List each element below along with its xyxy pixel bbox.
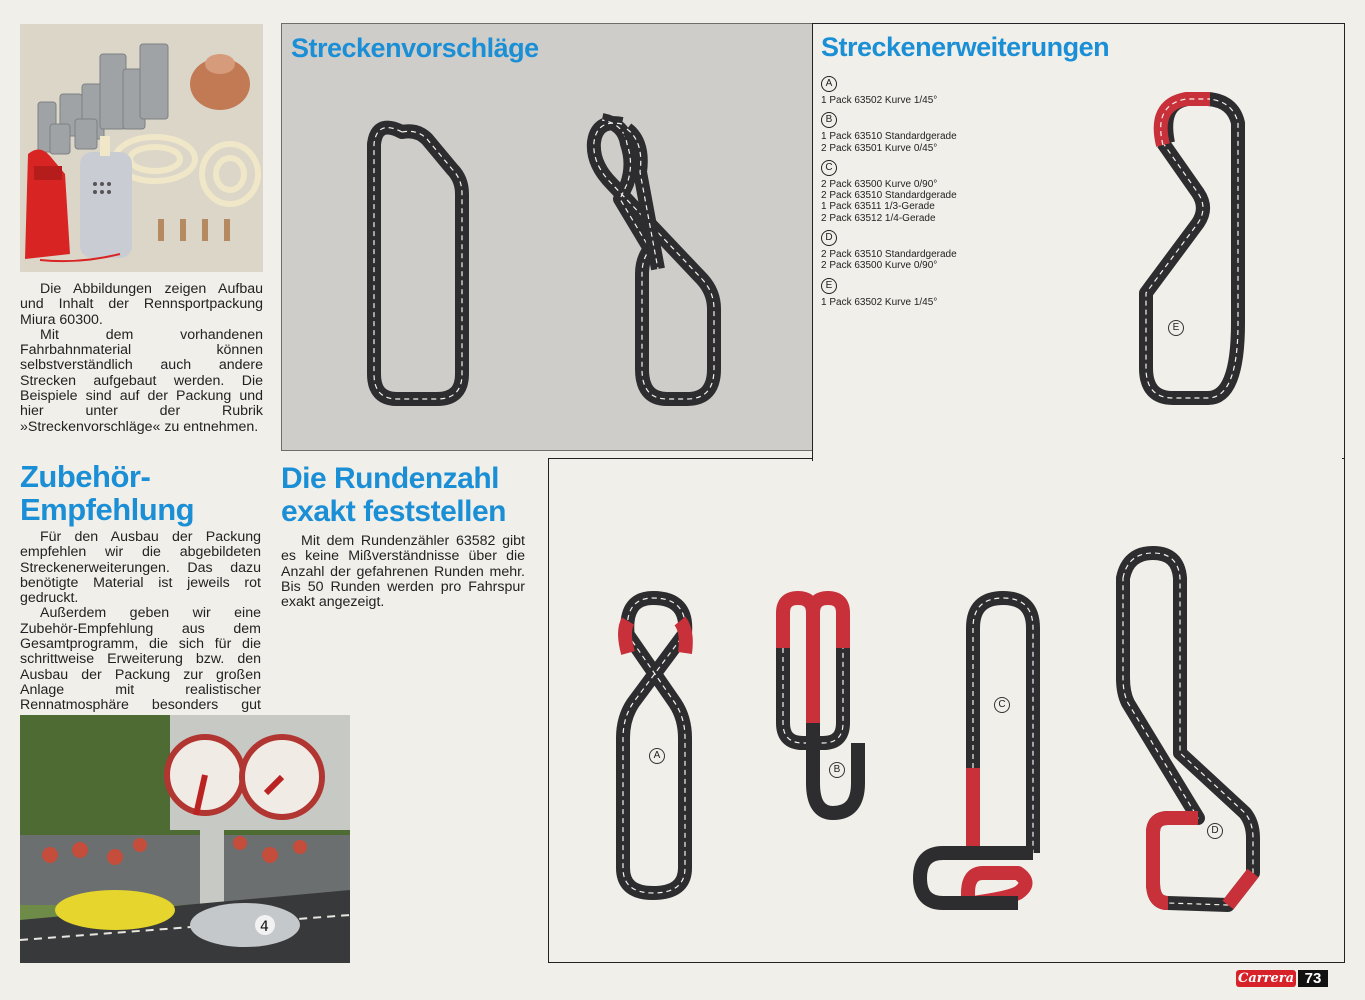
legend-letter-e: E bbox=[821, 278, 837, 294]
intro-text bbox=[20, 282, 263, 435]
laps-heading-line-2: exakt feststellen bbox=[281, 495, 506, 528]
accessories-heading bbox=[20, 460, 194, 526]
product-photo bbox=[20, 24, 263, 272]
laps-paragraph: Mit dem Rundenzähler 63582 gibt es keine Mißverständnisse über die Anzahl der gefahrenen Runden mehr. Bis 50 Runden werden pro Fahrspur exakt angezeigt. bbox=[281, 533, 525, 611]
layout-b-red bbox=[783, 598, 843, 723]
legend-letter-b: B bbox=[821, 112, 837, 128]
accessories-paragraph-2: Außerdem geben wir eine Zubehör-Empfehlung aus dem Gesamtprogramm, die sich für die schrittweise Erweiterung bzw. den Ausbau der Packung zur großen Anlage mit realistischer Rennatmosphäre besonders gut bbox=[20, 605, 261, 714]
track-label-d: D bbox=[1207, 823, 1223, 839]
layout-d-track bbox=[1123, 553, 1253, 905]
legend-line: 1 Pack 63511 1/3-Gerade bbox=[821, 201, 935, 213]
track-label-b: B bbox=[829, 762, 845, 778]
layout-d-red bbox=[1153, 818, 1253, 905]
intro-paragraph-2: Mit dem vorhandenen Fahrbahnmaterial können selbstverständlich auch andere Strecken aufgebaut werden. Die Beispiele sind auf der Packung und hier unter der Rubrik »Streckenvorschläge« zu entnehmen. bbox=[20, 326, 263, 435]
legend-letter-a: A bbox=[821, 76, 837, 92]
page-number: 73 bbox=[1298, 970, 1328, 987]
layout-a-red bbox=[625, 621, 628, 653]
svg-text:4: 4 bbox=[260, 919, 269, 935]
legend-line: 2 Pack 63500 Kurve 0/90° bbox=[821, 178, 938, 190]
legend-line: 2 Pack 63501 Kurve 0/45° bbox=[821, 142, 938, 154]
layout-c-track bbox=[973, 598, 1033, 853]
accessories-heading-line-2: Empfehlung bbox=[20, 492, 195, 527]
legend-letter-c: C bbox=[821, 160, 837, 176]
lap-counter-photo bbox=[20, 715, 350, 963]
legend-letter-d: D bbox=[821, 230, 837, 246]
accessories-heading-line-1: Zubehör- bbox=[20, 459, 151, 494]
legend-line: 2 Pack 63500 Kurve 0/90° bbox=[821, 260, 938, 272]
legend-line: 2 Pack 63510 Standardgerade bbox=[821, 190, 957, 202]
accessories-text bbox=[20, 530, 261, 729]
track-label-a: A bbox=[649, 748, 665, 764]
track-label-c: C bbox=[994, 697, 1010, 713]
laps-heading bbox=[281, 462, 506, 528]
legend-line: 1 Pack 63502 Kurve 1/45° bbox=[821, 296, 938, 308]
legend-line: 1 Pack 63502 Kurve 1/45° bbox=[821, 95, 938, 106]
layout-a-red-2 bbox=[680, 621, 686, 653]
accessories-paragraph-1: Für den Ausbau der Packung empfehlen wir die abgebildeten Streckenerweiterungen. Das dazu benötigte Material ist jeweils rot gedruckt. bbox=[20, 529, 261, 607]
layout-e-red bbox=[1161, 99, 1210, 145]
laps-text bbox=[281, 534, 525, 610]
track-label-e: E bbox=[1168, 320, 1184, 336]
legend-line: 2 Pack 63510 Standardgerade bbox=[821, 249, 957, 261]
laps-heading-line-1: Die Rundenzahl bbox=[281, 462, 500, 495]
carrera-logo: Carrera bbox=[1237, 971, 1294, 986]
suggestions-heading: Streckenvorschläge bbox=[291, 33, 539, 63]
legend-line: 2 Pack 63512 1/4-Gerade bbox=[821, 212, 936, 224]
layout-c-red bbox=[968, 768, 1026, 903]
legend-line: 1 Pack 63510 Standardgerade bbox=[821, 131, 957, 143]
extension-layouts bbox=[548, 23, 1343, 961]
intro-paragraph-1: Die Abbildungen zeigen Aufbau und Inhalt der Rennsportpackung Miura 60300. bbox=[20, 281, 263, 328]
extensions-heading: Streckenerweiterungen bbox=[821, 32, 1110, 62]
